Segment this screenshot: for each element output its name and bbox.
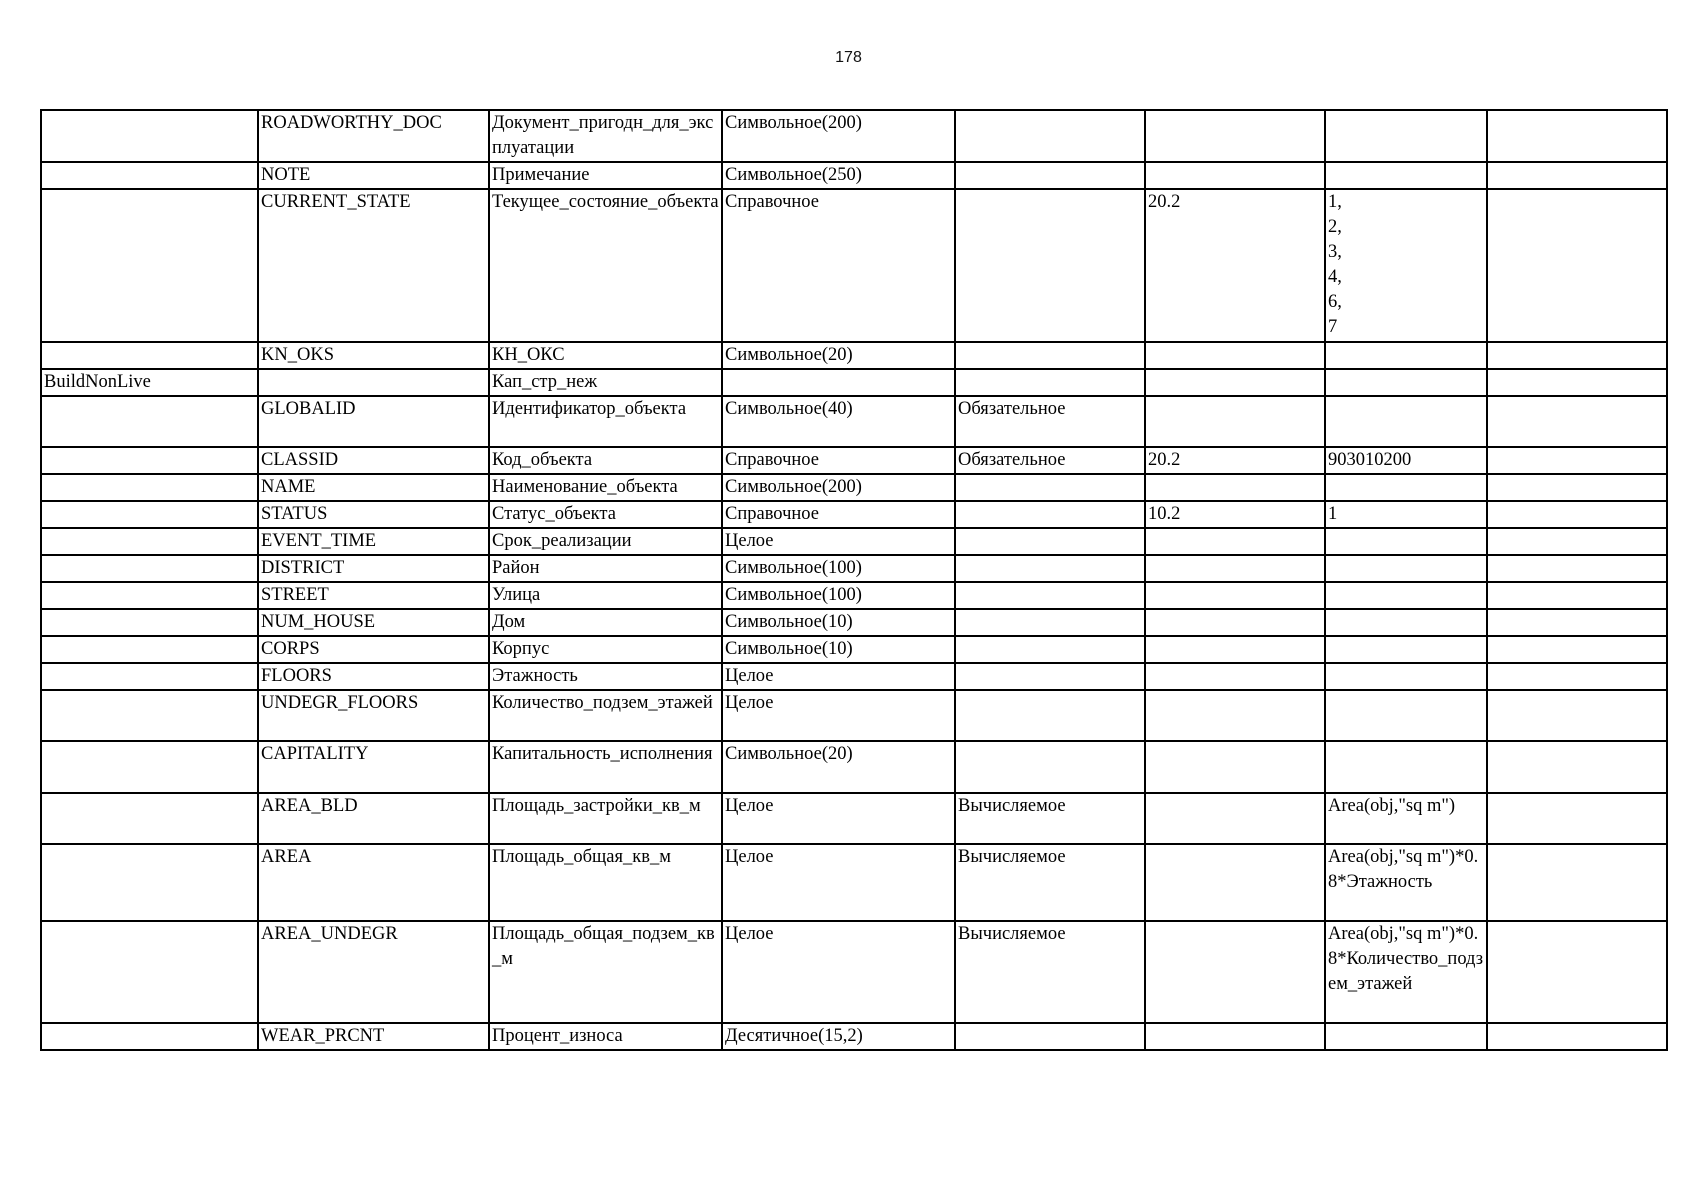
data-type-cell: Символьное(250) <box>722 162 955 189</box>
table-row <box>41 474 1667 501</box>
table-row <box>41 636 1667 663</box>
reference-cell <box>1145 1023 1325 1050</box>
requirement-cell <box>955 663 1145 690</box>
value-cell <box>1325 474 1487 501</box>
note-cell <box>1487 110 1667 162</box>
table-row <box>41 342 1667 369</box>
table-row <box>41 582 1667 609</box>
field-name-cell: Капитальность_исполнения <box>489 741 722 793</box>
requirement-cell <box>955 741 1145 793</box>
field-code-cell: ROADWORTHY_DOC <box>258 110 489 162</box>
field-code-cell: WEAR_PRCNT <box>258 1023 489 1050</box>
reference-cell <box>1145 528 1325 555</box>
note-cell <box>1487 474 1667 501</box>
requirement-cell: Вычисляемое <box>955 844 1145 921</box>
note-cell <box>1487 921 1667 1023</box>
reference-cell <box>1145 844 1325 921</box>
layer-name-cell <box>41 663 258 690</box>
data-type-cell: Целое <box>722 793 955 844</box>
requirement-cell <box>955 1023 1145 1050</box>
layer-name-cell <box>41 447 258 474</box>
field-code-cell: UNDEGR_FLOORS <box>258 690 489 741</box>
reference-cell <box>1145 342 1325 369</box>
value-cell: Area(obj,"sq m") <box>1325 793 1487 844</box>
value-cell: 1 <box>1325 501 1487 528</box>
field-name-cell: Улица <box>489 582 722 609</box>
reference-cell <box>1145 741 1325 793</box>
attribute-table <box>40 109 1668 1051</box>
reference-cell: 20.2 <box>1145 447 1325 474</box>
field-code-cell: NOTE <box>258 162 489 189</box>
field-name-cell: Статус_объекта <box>489 501 722 528</box>
table-row <box>41 447 1667 474</box>
requirement-cell <box>955 369 1145 396</box>
data-type-cell: Символьное(200) <box>722 110 955 162</box>
requirement-cell <box>955 609 1145 636</box>
value-cell <box>1325 741 1487 793</box>
layer-name-cell <box>41 555 258 582</box>
table-row <box>41 501 1667 528</box>
requirement-cell <box>955 582 1145 609</box>
field-name-cell: Текущее_состояние_объекта <box>489 189 722 342</box>
field-name-cell: Наименование_объекта <box>489 474 722 501</box>
layer-name-cell <box>41 474 258 501</box>
note-cell <box>1487 447 1667 474</box>
note-cell <box>1487 741 1667 793</box>
note-cell <box>1487 396 1667 447</box>
layer-name-cell <box>41 110 258 162</box>
layer-name-cell <box>41 690 258 741</box>
field-code-cell: AREA_BLD <box>258 793 489 844</box>
field-name-cell: Документ_пригодн_для_эксплуатации <box>489 110 722 162</box>
layer-name-cell <box>41 582 258 609</box>
note-cell <box>1487 162 1667 189</box>
data-type-cell: Символьное(100) <box>722 555 955 582</box>
layer-name-cell <box>41 844 258 921</box>
data-type-cell: Целое <box>722 844 955 921</box>
table-row <box>41 741 1667 793</box>
note-cell <box>1487 636 1667 663</box>
requirement-cell <box>955 474 1145 501</box>
field-code-cell: DISTRICT <box>258 555 489 582</box>
field-name-cell: Площадь_общая_подзем_кв_м <box>489 921 722 1023</box>
data-type-cell: Справочное <box>722 189 955 342</box>
value-cell <box>1325 369 1487 396</box>
value-cell <box>1325 110 1487 162</box>
field-code-cell: AREA_UNDEGR <box>258 921 489 1023</box>
field-name-cell: Площадь_застройки_кв_м <box>489 793 722 844</box>
note-cell <box>1487 528 1667 555</box>
value-cell <box>1325 690 1487 741</box>
table-row <box>41 189 1667 342</box>
field-code-cell: CORPS <box>258 636 489 663</box>
table-row <box>41 396 1667 447</box>
data-type-cell: Символьное(20) <box>722 342 955 369</box>
field-name-cell: Процент_износа <box>489 1023 722 1050</box>
requirement-cell <box>955 528 1145 555</box>
table-row <box>41 844 1667 921</box>
requirement-cell <box>955 501 1145 528</box>
requirement-cell <box>955 555 1145 582</box>
note-cell <box>1487 369 1667 396</box>
value-cell: Area(obj,"sq m")*0.8*Этажность <box>1325 844 1487 921</box>
reference-cell: 20.2 <box>1145 189 1325 342</box>
field-code-cell: CURRENT_STATE <box>258 189 489 342</box>
field-code-cell: AREA <box>258 844 489 921</box>
layer-name-cell <box>41 636 258 663</box>
table-row <box>41 609 1667 636</box>
reference-cell <box>1145 555 1325 582</box>
data-type-cell: Справочное <box>722 501 955 528</box>
field-name-cell: Дом <box>489 609 722 636</box>
field-name-cell: Идентификатор_объекта <box>489 396 722 447</box>
data-type-cell <box>722 369 955 396</box>
data-type-cell: Символьное(10) <box>722 636 955 663</box>
reference-cell <box>1145 582 1325 609</box>
field-name-cell: Площадь_общая_кв_м <box>489 844 722 921</box>
layer-name-cell <box>41 1023 258 1050</box>
value-cell <box>1325 1023 1487 1050</box>
table-row <box>41 528 1667 555</box>
note-cell <box>1487 663 1667 690</box>
value-cell <box>1325 663 1487 690</box>
note-cell <box>1487 555 1667 582</box>
note-cell <box>1487 501 1667 528</box>
value-cell: Area(obj,"sq m")*0.8*Количество_подзем_этажей <box>1325 921 1487 1023</box>
reference-cell <box>1145 162 1325 189</box>
requirement-cell <box>955 110 1145 162</box>
table-row <box>41 663 1667 690</box>
reference-cell <box>1145 921 1325 1023</box>
note-cell <box>1487 793 1667 844</box>
table-row <box>41 110 1667 162</box>
field-code-cell: STREET <box>258 582 489 609</box>
value-cell <box>1325 162 1487 189</box>
field-code-cell: NUM_HOUSE <box>258 609 489 636</box>
data-type-cell: Символьное(10) <box>722 609 955 636</box>
reference-cell <box>1145 369 1325 396</box>
layer-name-cell <box>41 528 258 555</box>
note-cell <box>1487 844 1667 921</box>
reference-cell <box>1145 474 1325 501</box>
layer-name-cell <box>41 501 258 528</box>
field-code-cell: CLASSID <box>258 447 489 474</box>
field-name-cell: Этажность <box>489 663 722 690</box>
value-cell <box>1325 555 1487 582</box>
requirement-cell <box>955 636 1145 663</box>
layer-name-cell <box>41 609 258 636</box>
requirement-cell: Обязательное <box>955 447 1145 474</box>
table-row <box>41 1023 1667 1050</box>
field-code-cell: CAPITALITY <box>258 741 489 793</box>
note-cell <box>1487 609 1667 636</box>
value-cell <box>1325 528 1487 555</box>
requirement-cell <box>955 189 1145 342</box>
page-number: 178 <box>835 49 862 66</box>
data-type-cell: Целое <box>722 690 955 741</box>
field-name-cell: Район <box>489 555 722 582</box>
table-row <box>41 162 1667 189</box>
field-name-cell: Корпус <box>489 636 722 663</box>
layer-name-cell <box>41 162 258 189</box>
field-code-cell: EVENT_TIME <box>258 528 489 555</box>
note-cell <box>1487 690 1667 741</box>
data-type-cell: Символьное(200) <box>722 474 955 501</box>
note-cell <box>1487 582 1667 609</box>
layer-name-cell <box>41 793 258 844</box>
table-row <box>41 921 1667 1023</box>
value-cell <box>1325 636 1487 663</box>
field-name-cell: Срок_реализации <box>489 528 722 555</box>
field-name-cell: Количество_подзем_этажей <box>489 690 722 741</box>
table-row <box>41 690 1667 741</box>
reference-cell <box>1145 609 1325 636</box>
value-cell <box>1325 396 1487 447</box>
data-type-cell: Целое <box>722 528 955 555</box>
field-code-cell: NAME <box>258 474 489 501</box>
field-code-cell: KN_OKS <box>258 342 489 369</box>
reference-cell <box>1145 690 1325 741</box>
value-cell <box>1325 582 1487 609</box>
field-name-cell: Код_объекта <box>489 447 722 474</box>
note-cell <box>1487 189 1667 342</box>
data-type-cell: Символьное(100) <box>722 582 955 609</box>
data-type-cell: Целое <box>722 663 955 690</box>
table-row <box>41 555 1667 582</box>
requirement-cell <box>955 690 1145 741</box>
layer-name-cell <box>41 396 258 447</box>
note-cell <box>1487 1023 1667 1050</box>
table-row <box>41 369 1667 396</box>
requirement-cell: Обязательное <box>955 396 1145 447</box>
field-code-cell <box>258 369 489 396</box>
value-cell <box>1325 342 1487 369</box>
layer-name-cell <box>41 342 258 369</box>
data-type-cell: Символьное(40) <box>722 396 955 447</box>
value-cell: 903010200 <box>1325 447 1487 474</box>
value-cell: 1, 2, 3, 4, 6, 7 <box>1325 189 1487 342</box>
field-code-cell: STATUS <box>258 501 489 528</box>
table-row <box>41 793 1667 844</box>
reference-cell <box>1145 663 1325 690</box>
requirement-cell <box>955 342 1145 369</box>
reference-cell <box>1145 793 1325 844</box>
field-name-cell: КН_ОКС <box>489 342 722 369</box>
requirement-cell <box>955 162 1145 189</box>
reference-cell <box>1145 110 1325 162</box>
field-code-cell: GLOBALID <box>258 396 489 447</box>
data-type-cell: Справочное <box>722 447 955 474</box>
requirement-cell: Вычисляемое <box>955 921 1145 1023</box>
layer-name-cell: BuildNonLive <box>41 369 258 396</box>
field-name-cell: Кап_стр_неж <box>489 369 722 396</box>
layer-name-cell <box>41 741 258 793</box>
reference-cell: 10.2 <box>1145 501 1325 528</box>
requirement-cell: Вычисляемое <box>955 793 1145 844</box>
layer-name-cell <box>41 921 258 1023</box>
note-cell <box>1487 342 1667 369</box>
reference-cell <box>1145 396 1325 447</box>
reference-cell <box>1145 636 1325 663</box>
data-type-cell: Десятичное(15,2) <box>722 1023 955 1050</box>
layer-name-cell <box>41 189 258 342</box>
value-cell <box>1325 609 1487 636</box>
data-type-cell: Символьное(20) <box>722 741 955 793</box>
field-code-cell: FLOORS <box>258 663 489 690</box>
data-type-cell: Целое <box>722 921 955 1023</box>
field-name-cell: Примечание <box>489 162 722 189</box>
